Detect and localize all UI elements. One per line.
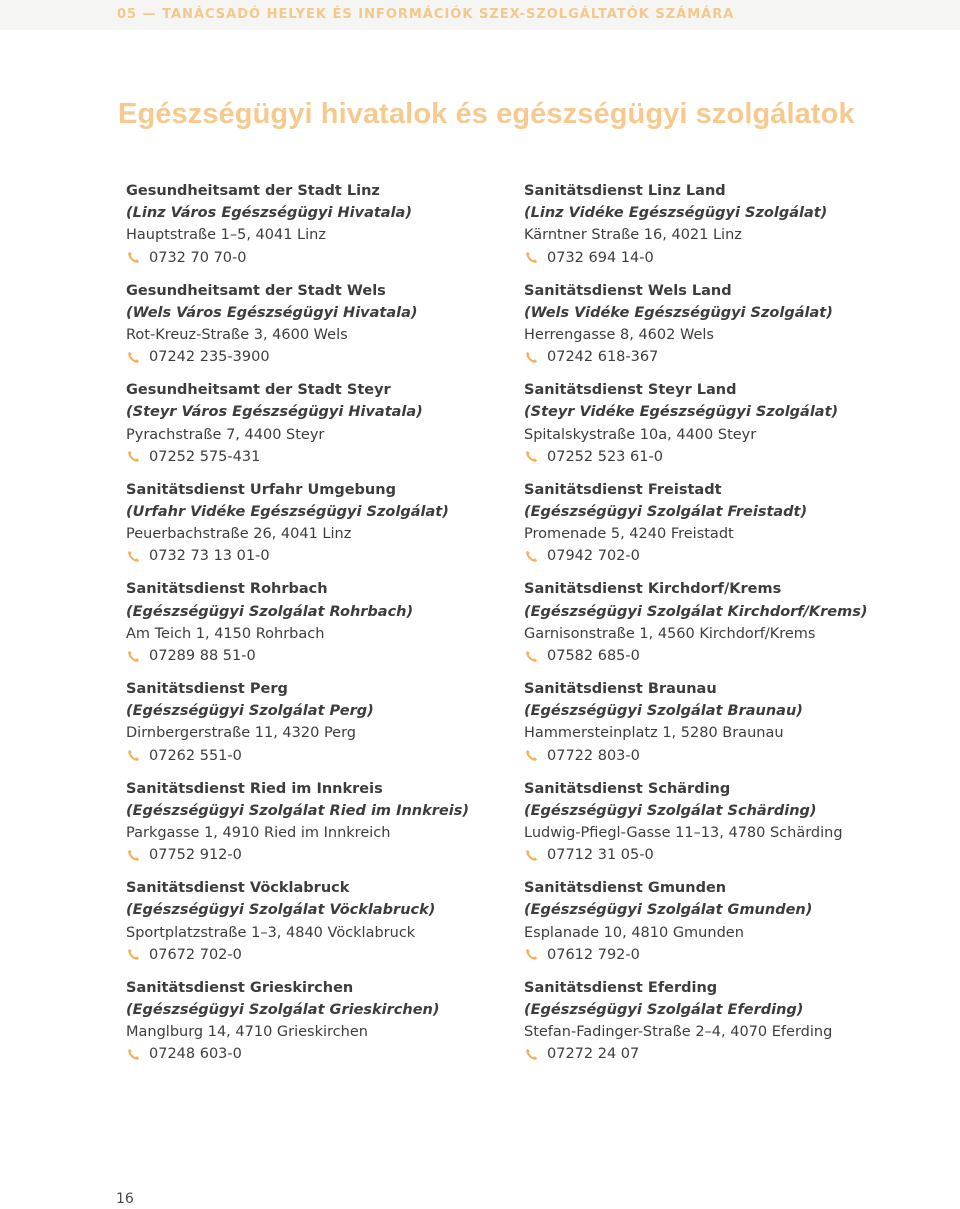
- phone-number: 07252 575-431: [149, 448, 261, 465]
- address-entry: [126, 578, 546, 678]
- phone-row: [126, 745, 546, 767]
- office-name-hungarian: (Wels Vidéke Egészségügyi Szolgálat): [524, 304, 833, 321]
- address-entry: [524, 379, 944, 479]
- office-address: Ludwig-Pfiegl-Gasse 11–13, 4780 Schärding: [524, 824, 843, 841]
- office-name-hungarian: (Egészségügyi Szolgálat Perg): [126, 703, 374, 720]
- office-name: Gesundheitsamt der Stadt Wels: [126, 282, 386, 299]
- phone-number: 07712 31 05-0: [547, 847, 654, 864]
- office-address: Stefan-Fadinger-Straße 2–4, 4070 Eferding: [524, 1024, 833, 1041]
- phone-number: 0732 694 14-0: [547, 249, 654, 266]
- address-entry: [126, 778, 546, 878]
- office-name-hungarian: (Egészségügyi Szolgálat Kirchdorf/Krems): [524, 603, 868, 620]
- office-name: Sanitätsdienst Linz Land: [524, 183, 726, 199]
- office-name: Gesundheitsamt der Stadt Steyr: [126, 382, 391, 399]
- office-name-hungarian: (Egészségügyi Szolgálat Gmunden): [524, 902, 813, 919]
- phone-row: [524, 645, 944, 667]
- phone-icon: [127, 749, 140, 762]
- phone-number: 0732 73 13 01-0: [149, 548, 270, 565]
- office-address: Pyrachstraße 7, 4400 Steyr: [126, 426, 325, 443]
- office-address: Am Teich 1, 4150 Rohrbach: [126, 625, 325, 642]
- address-entry: [126, 280, 546, 380]
- office-name: Sanitätsdienst Wels Land: [524, 282, 732, 299]
- phone-icon: [127, 948, 140, 961]
- address-entry: [126, 877, 546, 977]
- office-name: Sanitätsdienst Perg: [126, 680, 288, 697]
- office-address: Herrengasse 8, 4602 Wels: [524, 327, 714, 343]
- phone-icon: [525, 650, 538, 663]
- office-name-hungarian: (Egészségügyi Szolgálat Schärding): [524, 802, 817, 819]
- office-address: Hammersteinplatz 1, 5280 Braunau: [524, 725, 784, 742]
- phone-number: 07289 88 51-0: [149, 647, 256, 664]
- office-address: Spitalskystraße 10a, 4400 Steyr: [524, 426, 757, 443]
- office-name: Sanitätsdienst Braunau: [524, 680, 717, 697]
- phone-number: 07672 702-0: [149, 946, 242, 963]
- phone-row: [524, 944, 944, 966]
- page-title: Egészségügyi hivatalok és egészségügyi szolgálatok: [118, 98, 855, 130]
- phone-row: [126, 844, 546, 866]
- office-name-hungarian: (Egészségügyi Szolgálat Grieskirchen): [126, 1001, 440, 1018]
- office-name-hungarian: (Linz Vidéke Egészségügyi Szolgálat): [524, 205, 828, 222]
- phone-number: 07942 702-0: [547, 548, 640, 565]
- office-name: Sanitätsdienst Freistadt: [524, 481, 722, 498]
- office-name: Sanitätsdienst Urfahr Umgebung: [126, 481, 396, 498]
- phone-icon: [525, 351, 538, 364]
- address-entry: [524, 977, 944, 1077]
- office-name-hungarian: (Steyr Vidéke Egészségügyi Szolgálat): [524, 404, 839, 421]
- office-address: Hauptstraße 1–5, 4041 Linz: [126, 227, 326, 244]
- phone-icon: [127, 550, 140, 563]
- phone-icon: [127, 849, 140, 862]
- phone-row: [126, 446, 546, 468]
- office-address: Promenade 5, 4240 Freistadt: [524, 526, 734, 543]
- office-address: Peuerbachstraße 26, 4041 Linz: [126, 526, 352, 543]
- header-band: [0, 0, 960, 30]
- phone-row: [126, 346, 546, 368]
- phone-number: 07752 912-0: [149, 847, 242, 864]
- office-name: Sanitätsdienst Schärding: [524, 780, 731, 797]
- office-name-hungarian: (Egészségügyi Szolgálat Rohrbach): [126, 603, 414, 620]
- office-address: Kärntner Straße 16, 4021 Linz: [524, 227, 742, 244]
- phone-row: [126, 944, 546, 966]
- phone-row: [524, 545, 944, 567]
- office-name: Sanitätsdienst Grieskirchen: [126, 979, 354, 996]
- address-entry: [126, 180, 546, 280]
- phone-row: [126, 645, 546, 667]
- phone-icon: [525, 251, 538, 264]
- page-number: 16: [116, 1191, 134, 1207]
- phone-number: 07252 523 61-0: [547, 448, 663, 465]
- office-name-hungarian: (Egészségügyi Szolgálat Ried im Innkreis): [126, 802, 469, 819]
- address-entry: [524, 180, 944, 280]
- phone-icon: [525, 948, 538, 961]
- address-entry: [524, 578, 944, 678]
- office-address: Manglburg 14, 4710 Grieskirchen: [126, 1024, 368, 1041]
- phone-icon: [525, 550, 538, 563]
- right-column: [524, 180, 944, 1076]
- office-name-hungarian: (Linz Város Egészségügyi Hivatala): [126, 205, 412, 222]
- address-entry: [524, 877, 944, 977]
- office-address: Rot-Kreuz-Straße 3, 4600 Wels: [126, 327, 348, 343]
- office-address: Sportplatzstraße 1–3, 4840 Vöcklabruck: [126, 924, 416, 941]
- phone-row: [524, 446, 944, 468]
- office-address: Dirnbergerstraße 11, 4320 Perg: [126, 725, 356, 742]
- phone-row: [126, 247, 546, 269]
- office-name: Sanitätsdienst Kirchdorf/Krems: [524, 581, 782, 598]
- phone-row: [524, 247, 944, 269]
- phone-row: [524, 844, 944, 866]
- office-name-hungarian: (Wels Város Egészségügyi Hivatala): [126, 304, 418, 321]
- office-address: Parkgasse 1, 4910 Ried im Innkreich: [126, 824, 391, 841]
- address-entry: [126, 977, 546, 1077]
- office-name-hungarian: (Egészségügyi Szolgálat Freistadt): [524, 503, 808, 520]
- left-column: [126, 180, 546, 1076]
- phone-icon: [127, 650, 140, 663]
- phone-icon: [525, 450, 538, 463]
- phone-number: 0732 70 70-0: [149, 249, 247, 266]
- office-name: Sanitätsdienst Rohrbach: [126, 581, 328, 598]
- office-name: Sanitätsdienst Vöcklabruck: [126, 880, 350, 897]
- address-entry: [126, 479, 546, 579]
- chapter-header: 05 — TANÁCSADÓ HELYEK ÉS INFORMÁCIÓK SZEX-SZOLGÁLTATÓK SZÁMÁRA: [117, 7, 735, 22]
- phone-icon: [127, 1048, 140, 1061]
- office-name: Gesundheitsamt der Stadt Linz: [126, 183, 380, 199]
- office-name: Sanitätsdienst Steyr Land: [524, 382, 737, 399]
- address-entry: [524, 778, 944, 878]
- address-entry: [524, 479, 944, 579]
- phone-row: [524, 745, 944, 767]
- phone-number: 07272 24 07: [547, 1046, 640, 1063]
- phone-number: 07242 618-367: [547, 349, 659, 366]
- office-name-hungarian: (Egészségügyi Szolgálat Eferding): [524, 1001, 804, 1018]
- phone-number: 07722 803-0: [547, 747, 640, 764]
- phone-row: [126, 545, 546, 567]
- office-address: Esplanade 10, 4810 Gmunden: [524, 924, 744, 941]
- phone-number: 07262 551-0: [149, 747, 242, 764]
- office-name-hungarian: (Urfahr Vidéke Egészségügyi Szolgálat): [126, 503, 449, 520]
- office-name-hungarian: (Steyr Város Egészségügyi Hivatala): [126, 404, 423, 421]
- address-entry: [126, 678, 546, 778]
- phone-number: 07582 685-0: [547, 647, 640, 664]
- phone-icon: [525, 849, 538, 862]
- office-name: Sanitätsdienst Eferding: [524, 979, 718, 996]
- phone-number: 07248 603-0: [149, 1046, 242, 1063]
- phone-row: [524, 346, 944, 368]
- phone-icon: [127, 351, 140, 364]
- phone-icon: [525, 749, 538, 762]
- office-name: Sanitätsdienst Gmunden: [524, 880, 727, 897]
- office-name-hungarian: (Egészségügyi Szolgálat Braunau): [524, 703, 803, 720]
- office-name: Sanitätsdienst Ried im Innkreis: [126, 780, 383, 797]
- phone-number: 07242 235-3900: [149, 349, 270, 366]
- address-entry: [524, 280, 944, 380]
- office-address: Garnisonstraße 1, 4560 Kirchdorf/Krems: [524, 625, 816, 642]
- phone-icon: [127, 450, 140, 463]
- phone-icon: [525, 1048, 538, 1061]
- phone-number: 07612 792-0: [547, 946, 640, 963]
- address-entry: [524, 678, 944, 778]
- phone-row: [524, 1043, 944, 1065]
- address-entry: [126, 379, 546, 479]
- office-name-hungarian: (Egészségügyi Szolgálat Vöcklabruck): [126, 902, 436, 919]
- phone-row: [126, 1043, 546, 1065]
- phone-icon: [127, 251, 140, 264]
